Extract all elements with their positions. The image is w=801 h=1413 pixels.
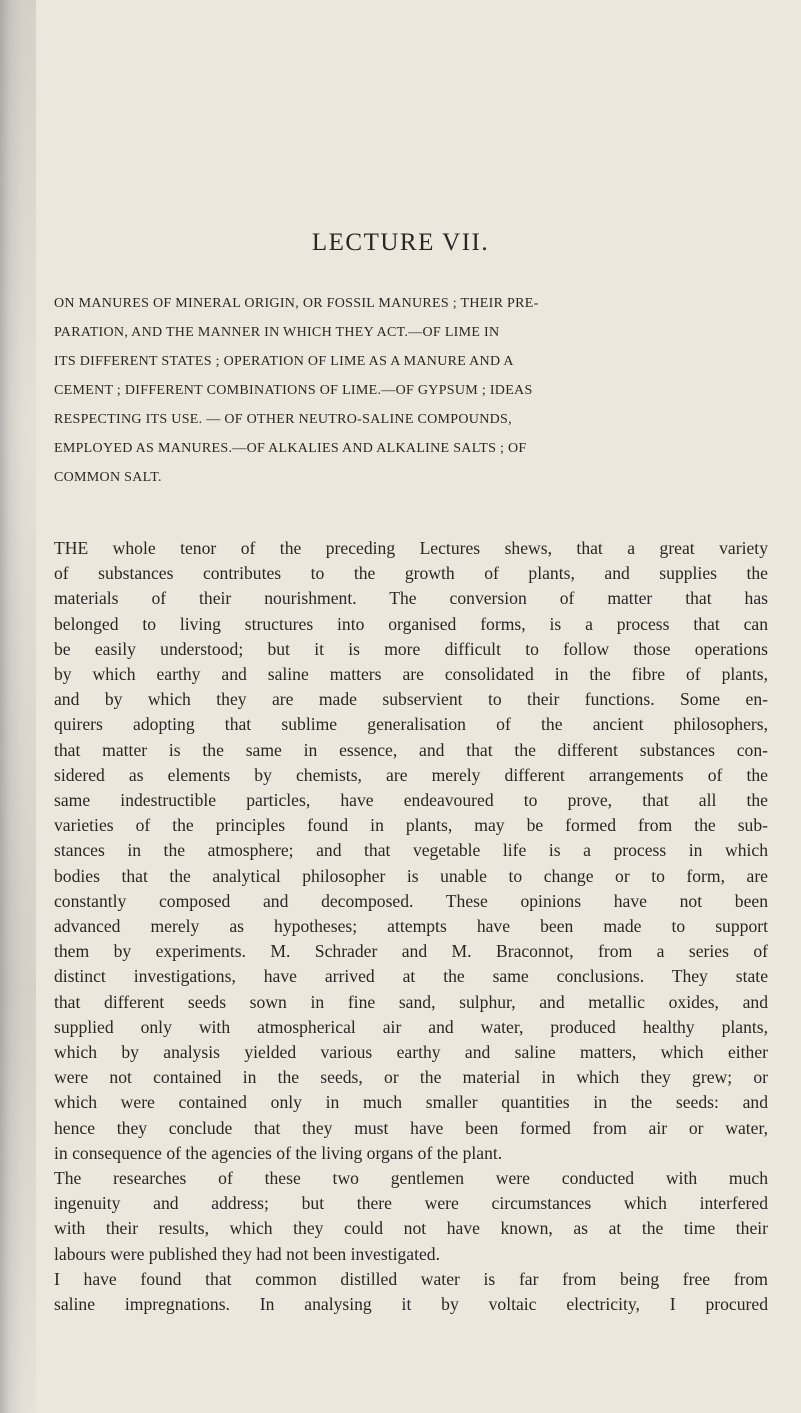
body-line: materials of their nourishment. The conversion of matter that has: [54, 588, 768, 609]
body-line: sidered as elements by chemists, are merely different arrangements of the: [54, 764, 768, 785]
body-line: advanced merely as hypotheses; attempts have been made to support: [54, 916, 768, 937]
body-line: bodies that the analytical philosopher is unable to change or to form, are: [54, 865, 768, 886]
body-line: distinct investigations, have arrived at the same conclusions. They state: [54, 966, 768, 987]
summary-line: ITS DIFFERENT STATES ; OPERATION OF LIME AS A MANURE AND A: [54, 354, 514, 369]
body-line: The researches of these two gentlemen were conducted with much: [54, 1168, 768, 1189]
body-line: and by which they are made subservient to their functions. Some en-: [54, 689, 768, 710]
body-line: of substances contributes to the growth of plants, and supplies the: [54, 563, 768, 584]
body-line: that different seeds sown in fine sand, sulphur, and metallic oxides, and: [54, 991, 768, 1012]
body-line: constantly composed and decomposed. These opinions have not been: [54, 890, 768, 911]
body-line: stances in the atmosphere; and that vegetable life is a process in which: [54, 840, 768, 861]
body-line: belonged to living structures into organised forms, is a process that can: [54, 613, 768, 634]
body-line: varieties of the principles found in plants, may be formed from the sub-: [54, 815, 768, 836]
body-line: saline impregnations. In analysing it by voltaic electricity, I procured: [54, 1294, 768, 1315]
lecture-title: LECTURE VII.: [311, 229, 490, 256]
summary-line: COMMON SALT.: [54, 470, 162, 485]
body-line: THE whole tenor of the preceding Lectures shews, that a great variety: [54, 538, 768, 558]
body-line: I have found that common distilled water is far from being free from: [54, 1268, 768, 1289]
body-line: which by analysis yielded various earthy and saline matters, which either: [54, 1042, 768, 1063]
summary-line: RESPECTING ITS USE. — OF OTHER NEUTRO-SALINE COMPOUNDS,: [54, 412, 512, 427]
body-line: hence they conclude that they must have been formed from air or water,: [54, 1117, 768, 1138]
body-line: with their results, which they could not have known, as at the time their: [54, 1218, 768, 1239]
summary-line: ON MANURES OF MINERAL ORIGIN, OR FOSSIL MANURES ; THEIR PRE-: [54, 296, 539, 311]
body-line: were not contained in the seeds, or the material in which they grew; or: [54, 1067, 768, 1088]
body-line: labours were published they had not been investigated.: [54, 1243, 440, 1264]
chapter-summary: [54, 289, 760, 492]
body-line: by which earthy and saline matters are consolidated in the fibre of plants,: [54, 664, 768, 685]
body-text: [54, 536, 768, 1317]
body-line: that matter is the same in essence, and that the different substances con-: [54, 739, 768, 760]
body-line: in consequence of the agencies of the living organs of the plant.: [54, 1142, 503, 1163]
summary-line: PARATION, AND THE MANNER IN WHICH THEY ACT.—OF LIME IN: [54, 325, 500, 340]
summary-line: EMPLOYED AS MANURES.—OF ALKALIES AND ALKALINE SALTS ; OF: [54, 441, 527, 456]
body-line: quirers adopting that sublime generalisation of the ancient philosophers,: [54, 714, 768, 735]
summary-line: CEMENT ; DIFFERENT COMBINATIONS OF LIME.—OF GYPSUM ; IDEAS: [54, 383, 533, 398]
page-gutter-shadow: [0, 0, 36, 1413]
body-line: be easily understood; but it is more difficult to follow those operations: [54, 638, 768, 659]
body-line: them by experiments. M. Schrader and M. Braconnot, from a series of: [54, 941, 768, 962]
body-line: same indestructible particles, have endeavoured to prove, that all the: [54, 790, 768, 811]
body-line: supplied only with atmospherical air and water, produced healthy plants,: [54, 1016, 768, 1037]
body-line: which were contained only in much smaller quantities in the seeds: and: [54, 1092, 768, 1113]
body-line: ingenuity and address; but there were circumstances which interfered: [54, 1193, 768, 1214]
